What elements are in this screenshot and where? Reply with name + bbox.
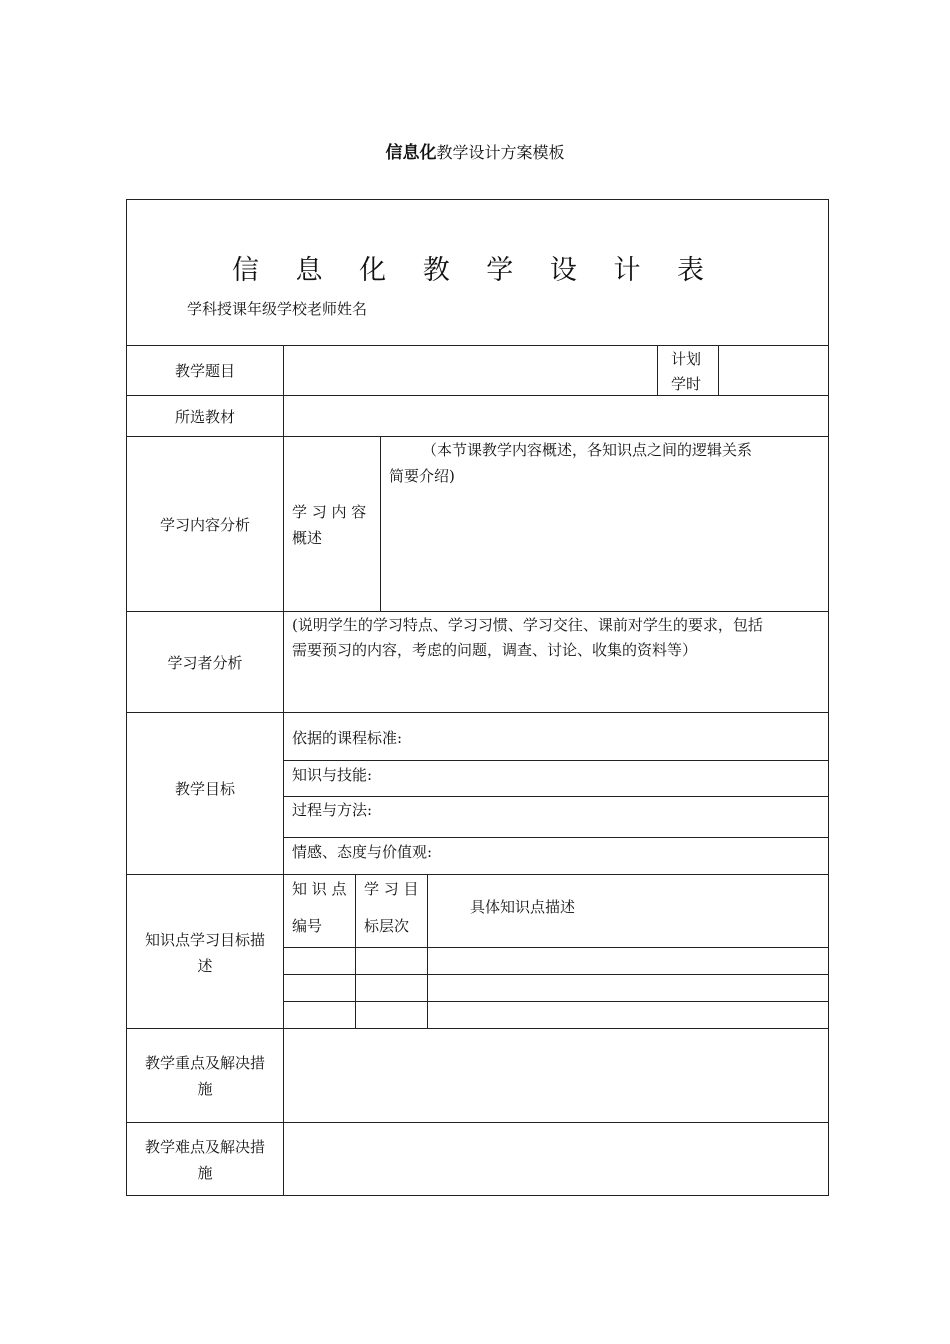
row-divider <box>283 947 829 948</box>
objective-standard-label: 依据的课程标准: <box>292 729 403 747</box>
textbook-field[interactable] <box>284 396 829 436</box>
objective-knowledge-label: 知识与技能: <box>292 766 373 784</box>
topic-field[interactable] <box>284 346 657 395</box>
learner-hint-line1: (说明学生的学习特点、学习习惯、学习交往、课前对学生的要求，包括 <box>292 616 763 634</box>
plan-hours-field[interactable] <box>719 346 828 395</box>
difficulties-label-line1: 教学难点及解决措 <box>144 1138 265 1156</box>
difficulties-field[interactable] <box>284 1123 829 1195</box>
kp-level-header-line2: 标层次 <box>364 917 410 935</box>
row-divider <box>283 760 829 761</box>
form-subtitle: 学科授课年级学校老师姓名 <box>187 300 368 318</box>
learner-hint-line2: 需要预习的内容，考虑的问题，调查、讨论、收集的资料等） <box>292 641 698 659</box>
plan-hours-label-line2: 学时 <box>671 375 702 393</box>
document-title-bold: 信息化 <box>385 143 437 163</box>
content-overview-label-line1: 学 习 内 容 <box>292 503 367 521</box>
column-divider <box>657 345 658 395</box>
learner-analysis-label: 学习者分析 <box>167 654 243 672</box>
document-title-rest: 教学设计方案模板 <box>436 143 565 162</box>
kp-number-header-line2: 编号 <box>292 917 323 935</box>
topic-label: 教学题目 <box>174 362 235 380</box>
knowledge-point-label-line2: 述 <box>197 957 213 975</box>
column-divider <box>380 436 381 611</box>
objective-process-label: 过程与方法: <box>292 801 373 819</box>
kp-description-header: 具体知识点描述 <box>470 898 576 916</box>
column-divider <box>355 874 356 1028</box>
content-hint-line1: （本节课教学内容概述，各知识点之间的逻辑关系 <box>422 441 753 459</box>
key-points-label-line1: 教学重点及解决措 <box>144 1054 265 1072</box>
row-divider <box>283 1001 829 1002</box>
objectives-label: 教学目标 <box>174 780 235 798</box>
knowledge-point-label-line1: 知识点学习目标描 <box>144 931 265 949</box>
content-overview-label-line2: 概述 <box>292 529 323 547</box>
document-title <box>0 138 950 163</box>
content-analysis-label: 学习内容分析 <box>159 516 250 534</box>
kp-number-header-line1: 知 识 点 <box>292 880 347 898</box>
row-divider <box>126 874 829 875</box>
form-title: 信 息 化 教 学 设 计 表 <box>231 255 719 286</box>
key-points-label-line2: 施 <box>197 1080 213 1098</box>
row-divider <box>283 837 829 838</box>
key-points-field[interactable] <box>284 1029 829 1122</box>
textbook-label: 所选教材 <box>174 408 235 426</box>
row-divider <box>283 974 829 975</box>
row-divider <box>126 712 829 713</box>
column-divider <box>427 874 428 1028</box>
difficulties-label-line2: 施 <box>197 1164 213 1182</box>
objective-emotion-label: 情感、态度与价值观: <box>292 843 433 861</box>
content-hint-line2: 简要介绍) <box>389 467 455 485</box>
plan-hours-label-line1: 计划 <box>671 350 702 368</box>
kp-level-header-line1: 学 习 目 <box>364 880 419 898</box>
